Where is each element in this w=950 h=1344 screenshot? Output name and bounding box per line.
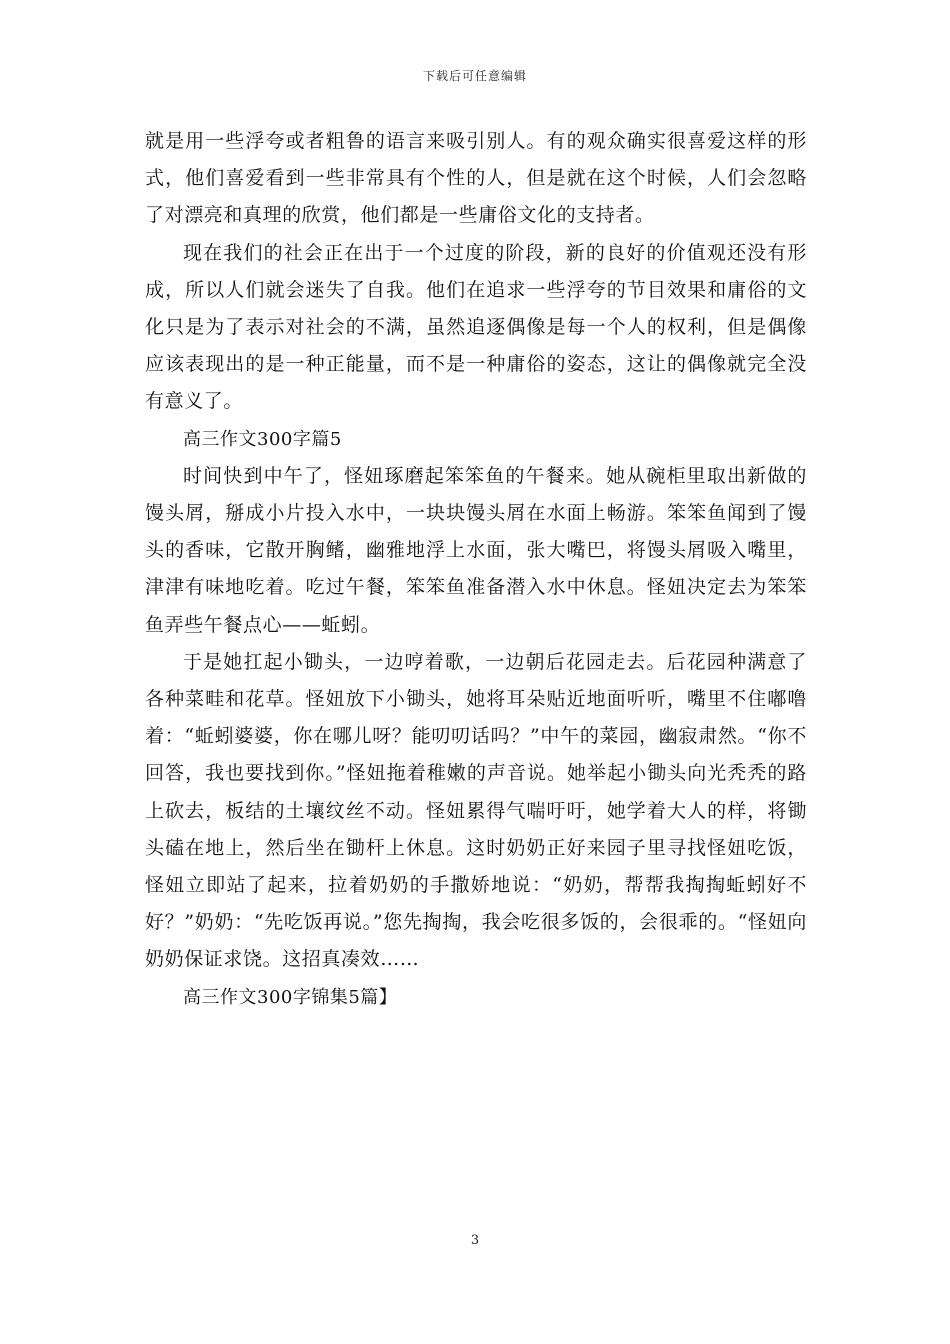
paragraph-continued: 就是用一些浮夸或者粗鲁的语言来吸引别人。有的观众确实很喜爱这样的形式，他们喜爱看到一些非常具有个性的人，但是就在这个时候，人们会忽略了对漂亮和真理的欣赏，他们都是一些庸俗文化的支持者。 (145, 130, 807, 227)
section-heading: 高三作文300字篇5 (183, 428, 342, 450)
section-heading: 高三作文300字锦集5篇】 (183, 986, 398, 1008)
page-header: 下载后可任意编辑 (422, 69, 527, 83)
paragraph: 时间快到中午了，怪妞琢磨起笨笨鱼的午餐来。她从碗柜里取出新做的馒头屑，掰成小片投入水中，一块块馒头屑在水面上畅游。笨笨鱼闻到了馒头的香味，它散开胸鳍，幽雅地浮上水面，张大嘴巴，将馒头屑吸入嘴里，津津有味地吃着。吃过午餐，笨笨鱼准备潜入水中休息。怪妞决定去为笨笨鱼弄些午餐点心——蚯蚓。 (145, 464, 807, 636)
document-body (145, 123, 807, 1016)
paragraph: 现在我们的社会正在出于一个过度的阶段，新的良好的价值观还没有形成，所以人们就会迷失了自我。他们在追求一些浮夸的节目效果和庸俗的文化只是为了表示对社会的不满，虽然追逐偶像是每一个人的权利，但是偶像应该表现出的是一种正能量，而不是一种庸俗的姿态，这让的偶像就完全没有意义了。 (145, 241, 807, 413)
paragraph: 于是她扛起小锄头，一边哼着歌，一边朝后花园走去。后花园种满意了各种菜畦和花草。怪妞放下小锄头，她将耳朵贴近地面听听，嘴里不住嘟噜着：“蚯蚓婆婆，你在哪儿呀？能叨叨话吗？”中午的菜园，幽寂肃然。“你不回答，我也要找到你。”怪妞拖着稚嫩的声音说。她举起小锄头向光秃秃的路上砍去，板结的土壤纹丝不动。怪妞累得气喘吁吁，她学着大人的样，将锄头磕在地上，然后坐在锄杆上休息。这时奶奶正好来园子里寻找怪妞吃饭，怪妞立即站了起来，拉着奶奶的手撒娇地说：“奶奶，帮帮我掏掏蚯蚓好不好？”奶奶：“先吃饭再说。”您先掏掏，我会吃很多饭的，会很乖的。“怪妞向奶奶保证求饶。这招真凑效…… (145, 650, 807, 971)
page-number: 3 (470, 1233, 480, 1248)
